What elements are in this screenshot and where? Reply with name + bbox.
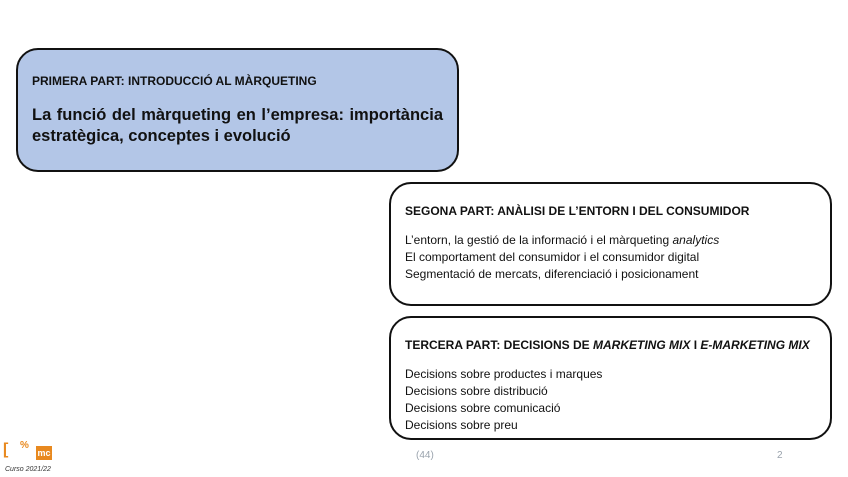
logo-tag: mc [37, 448, 51, 458]
third-heading-text-a: TERCERA PART: DECISIONS DE [405, 338, 594, 352]
course-label: Curso 2021/22 [5, 466, 51, 473]
topic-segmentacio: Segmentació de mercats, diferenciació i posicionament [405, 267, 699, 281]
topic-entorn [405, 232, 816, 249]
logo [3, 440, 53, 464]
page-number: 2 [777, 450, 783, 461]
topic-productes: Decisions sobre productes i marques [405, 367, 603, 381]
third-part-box [389, 316, 832, 440]
third-part-topics [405, 366, 816, 434]
topic-comunicacio: Decisions sobre comunicació [405, 401, 561, 415]
topic-entorn-analytics: analytics [672, 233, 720, 247]
second-part-heading: SEGONA PART: ANÀLISI DE L’ENTORN I DEL CONSUMIDOR [405, 204, 750, 218]
third-heading-e-marketing-mix: E-MARKETING MIX [700, 338, 810, 352]
logo-percent: % [20, 440, 29, 451]
second-part-box [389, 182, 832, 306]
third-part-heading [405, 338, 816, 352]
third-heading-text-b: I [690, 338, 701, 352]
first-part-heading: PRIMERA PART: INTRODUCCIÓ AL MÀRQUETING [32, 74, 317, 88]
first-part-box [16, 48, 459, 172]
topic-distribucio: Decisions sobre distribució [405, 384, 548, 398]
topic-entorn-text: L’entorn, la gestió de la informació i el màrqueting [405, 233, 673, 247]
first-part-title: La funció del màrqueting en l’empresa: importància estratègica, conceptes i evolució [32, 106, 443, 145]
logo-bracket: [ [3, 441, 9, 458]
topic-preu: Decisions sobre preu [405, 418, 518, 432]
third-heading-marketing-mix: MARKETING MIX [593, 338, 691, 352]
second-part-topics [405, 232, 816, 283]
topic-comportament: El comportament del consumidor i el consumidor digital [405, 250, 700, 264]
slide-reference: (44) [416, 450, 434, 461]
